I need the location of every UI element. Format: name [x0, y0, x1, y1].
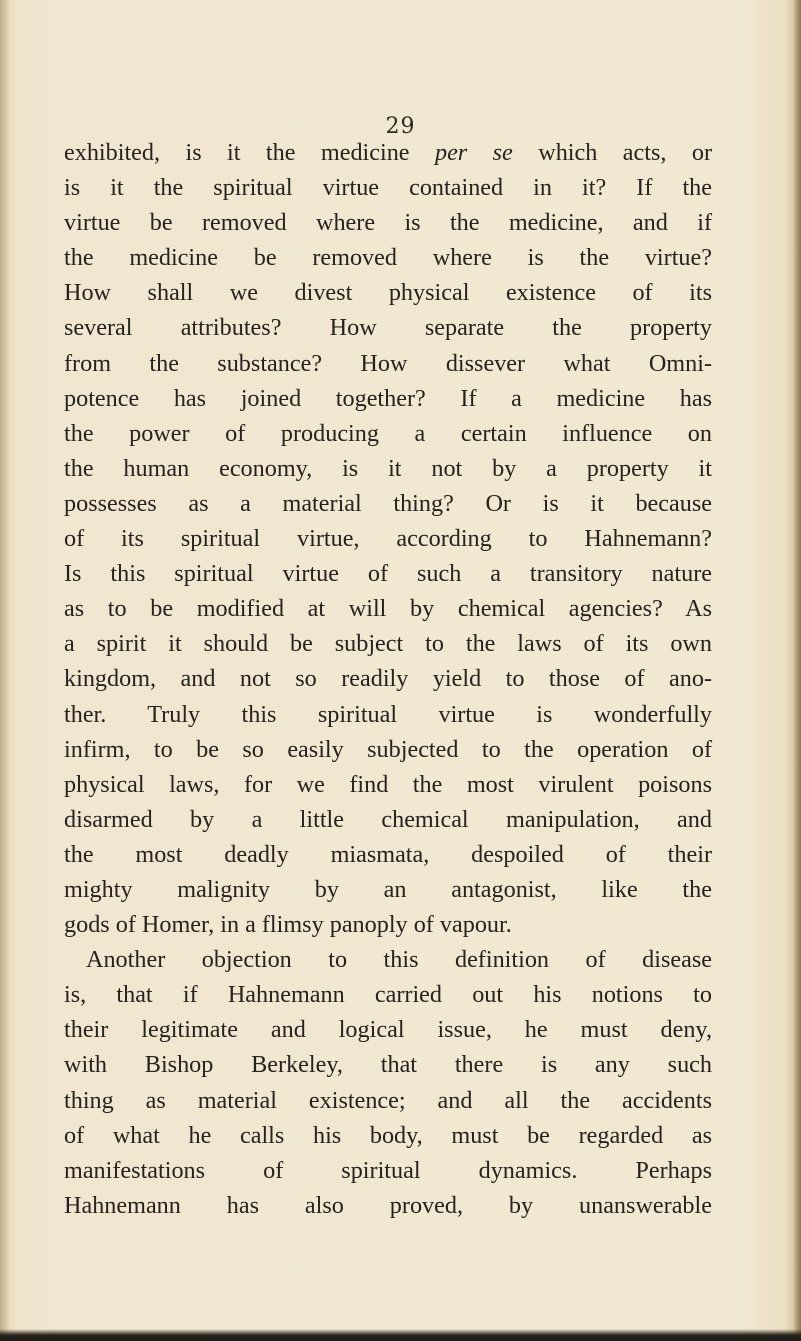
text-run: their legitimate and logical issue, he must deny, — [64, 1016, 712, 1044]
text-run: the most deadly miasmata, despoiled of their — [64, 840, 712, 868]
text-line — [64, 802, 712, 837]
text-line — [64, 591, 712, 626]
text-run: potence has joined together? If a medicine has — [64, 384, 712, 412]
text-run: mighty malignity by an antagonist, like the — [64, 875, 712, 903]
text-line — [64, 135, 712, 170]
text-line — [64, 451, 712, 486]
text-run: a spirit it should be subject to the laws of its own — [64, 630, 712, 658]
text-run: is, that if Hahnemann carried out his notions to — [64, 981, 712, 1009]
text-run: is it the spiritual virtue contained in it? If the — [64, 174, 712, 202]
text-line — [64, 767, 712, 802]
text-run: which acts, or — [512, 139, 712, 166]
body-text — [64, 135, 712, 1223]
text-run: infirm, to be so easily subjected to the operation of — [64, 735, 712, 763]
text-line — [64, 661, 712, 696]
text-line — [64, 626, 712, 661]
text-line — [64, 346, 712, 381]
text-line — [64, 205, 712, 240]
text-run: with Bishop Berkeley, that there is any such — [64, 1051, 712, 1079]
page-edge — [793, 0, 801, 1341]
text-line — [64, 1188, 712, 1223]
text-run: Is this spiritual virtue of such a transitory nature — [64, 560, 712, 588]
text-run: virtue be removed where is the medicine, and if — [64, 209, 712, 237]
text-run: the power of producing a certain influence on — [64, 419, 712, 447]
text-run: of its spiritual virtue, according to Hahnemann? — [64, 525, 712, 553]
text-line — [64, 872, 712, 907]
text-line — [64, 170, 712, 205]
text-line — [64, 486, 712, 521]
text-run: Another objection to this definition of disease — [86, 946, 712, 974]
text-run: kingdom, and not so readily yield to those of ano- — [64, 665, 712, 693]
text-line — [64, 381, 712, 416]
text-run: ther. Truly this spiritual virtue is wonderfully — [64, 700, 712, 728]
italic-phrase: per se — [434, 139, 513, 166]
text-line — [64, 1153, 712, 1188]
text-line — [64, 1047, 712, 1082]
text-line — [64, 697, 712, 732]
text-line — [64, 977, 712, 1012]
text-line — [64, 310, 712, 345]
binding-shadow — [0, 0, 10, 1341]
text-run: exhibited, is it the medicine — [64, 139, 435, 166]
text-run: Hahnemann has also proved, by unanswerable — [64, 1191, 712, 1219]
text-line — [64, 837, 712, 872]
text-line — [64, 732, 712, 767]
text-run: disarmed by a little chemical manipulation, and — [64, 805, 712, 833]
text-line — [64, 1012, 712, 1047]
text-run: the medicine be removed where is the virtue? — [64, 244, 712, 272]
text-line — [64, 275, 712, 310]
text-line — [64, 521, 712, 556]
text-run: several attributes? How separate the property — [64, 314, 712, 342]
text-line — [64, 240, 712, 275]
text-run: from the substance? How dissever what Omni- — [64, 349, 712, 377]
text-run: thing as material existence; and all the accidents — [64, 1086, 712, 1114]
text-run: possesses as a material thing? Or is it because — [64, 489, 712, 517]
text-line — [64, 556, 712, 591]
text-line — [64, 1118, 712, 1153]
text-line — [64, 942, 712, 977]
text-run: How shall we divest physical existence of its — [64, 279, 712, 307]
text-run: as to be modified at will by chemical agencies? As — [64, 595, 712, 623]
page-number: 29 — [385, 114, 416, 139]
text-run: physical laws, for we find the most virulent poisons — [64, 770, 712, 798]
text-line — [64, 1083, 712, 1118]
text-run: manifestations of spiritual dynamics. Perhaps — [64, 1156, 712, 1184]
scan-bottom-edge — [0, 1329, 801, 1341]
text-run: gods of Homer, in a flimsy panoply of vapour. — [64, 911, 512, 939]
text-line — [64, 907, 712, 942]
text-line — [64, 416, 712, 451]
text-run: the human economy, is it not by a property it — [64, 454, 712, 482]
text-run: of what he calls his body, must be regarded as — [64, 1121, 712, 1149]
